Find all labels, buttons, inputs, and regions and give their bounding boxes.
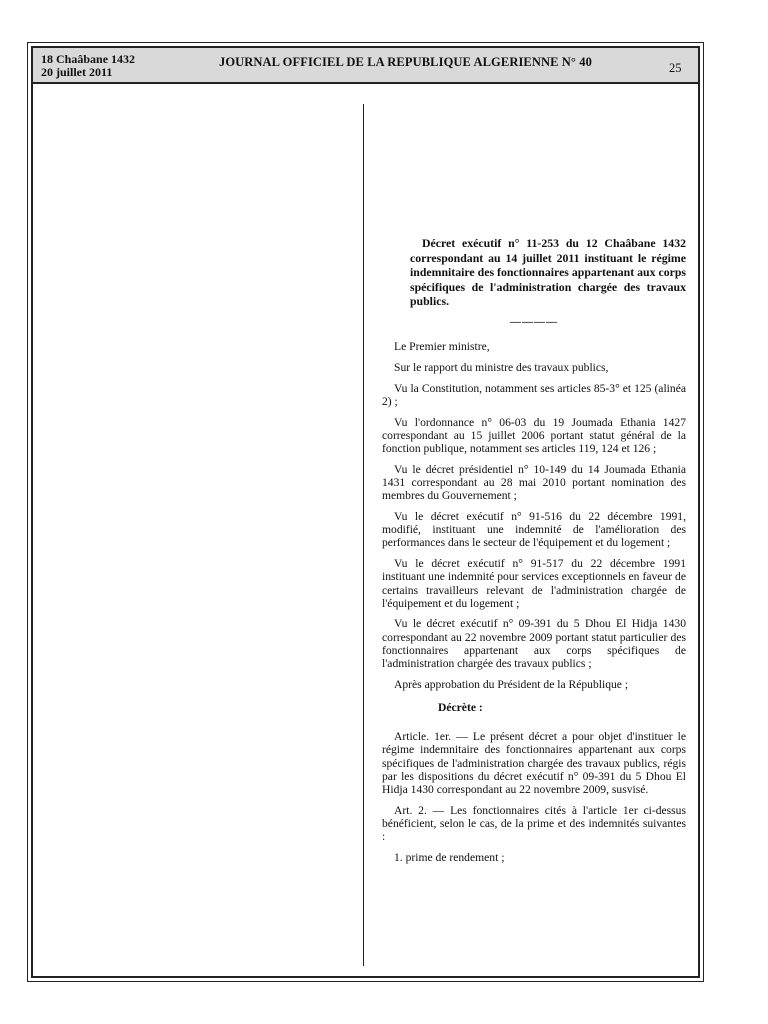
paragraph-decret-presidentiel: Vu le décret présidentiel n° 10-149 du 14 Joumada Ethania 1431 correspondant au 28 mai 2010 portant nomination des membres du Gouvernement ;	[382, 462, 686, 503]
article-1: Article. 1er. — Le présent décret a pour objet d'instituer le régime indemnitaire des fonctionnaires appartenant aux corps spécifiques de l'administration chargée des travaux publics, régis par les dispositions du décret exécutif n° 09-391 du 5 Dhou El Hidja 1430 correspondant au 22 novembre 2009, susvisé.	[382, 730, 686, 796]
paragraph-ordonnance: Vu l'ordonnance n° 06-03 du 19 Joumada Ethania 1427 correspondant au 15 juillet 2006 portant statut général de la fonction publique, notamment ses articles 119, 124 et 126 ;	[382, 415, 686, 456]
article-2: Art. 2. — Les fonctionnaires cités à l'article 1er ci-dessus bénéficient, selon le cas, de la prime et des indemnités suivantes :	[382, 803, 686, 844]
date-hijri: 18 Chaâbane 1432	[41, 52, 136, 66]
page-number: 25	[669, 61, 682, 75]
paragraph-rapport: Sur le rapport du ministre des travaux publics,	[394, 361, 609, 375]
list-item-prime-rendement: 1. prime de rendement ;	[394, 850, 505, 864]
right-column	[382, 236, 686, 871]
decrete-heading: Décrète :	[438, 700, 483, 714]
paragraph-approbation: Après approbation du Président de la République ;	[394, 677, 629, 691]
date-gregorian: 20 juillet 2011	[41, 64, 113, 79]
paragraph-constitution: Vu la Constitution, notamment ses articles 85-3° et 125 (alinéa 2) ;	[382, 381, 686, 409]
header-dates	[41, 53, 135, 78]
paragraph-decret-91-517: Vu le décret exécutif n° 91-517 du 22 décembre 1991 instituant une indemnité pour services exceptionnels en faveur de certains travailleurs relevant de l'administration chargée de l'équipement et du logement ;	[382, 557, 686, 610]
paragraph-decret-09-391: Vu le décret exécutif n° 09-391 du 5 Dhou El Hidja 1430 correspondant au 22 novembre 2009 portant statut particulier des fonctionnaires appartenant aux corps spécifiques de l'administration chargée des travaux publics ;	[382, 617, 686, 671]
title-separator: ————	[510, 316, 558, 329]
journal-header	[33, 48, 698, 84]
journal-title: JOURNAL OFFICIEL DE LA REPUBLIQUE ALGERIENNE N° 40	[219, 55, 592, 69]
decree-title: Décret exécutif n° 11-253 du 12 Chaâbane 1432 correspondant au 14 juillet 2011 instituant le régime indemnitaire des fonctionnaires appartenant aux corps spécifiques de l'administration chargée des travaux publics.	[410, 236, 686, 309]
column-divider	[363, 104, 364, 966]
paragraph-premier-ministre: Le Premier ministre,	[394, 340, 490, 354]
paragraph-decret-91-516: Vu le décret exécutif n° 91-516 du 22 décembre 1991, modifié, instituant une indemnité de l'amélioration des performances dans le secteur de l'équipement et du logement ;	[382, 510, 686, 550]
